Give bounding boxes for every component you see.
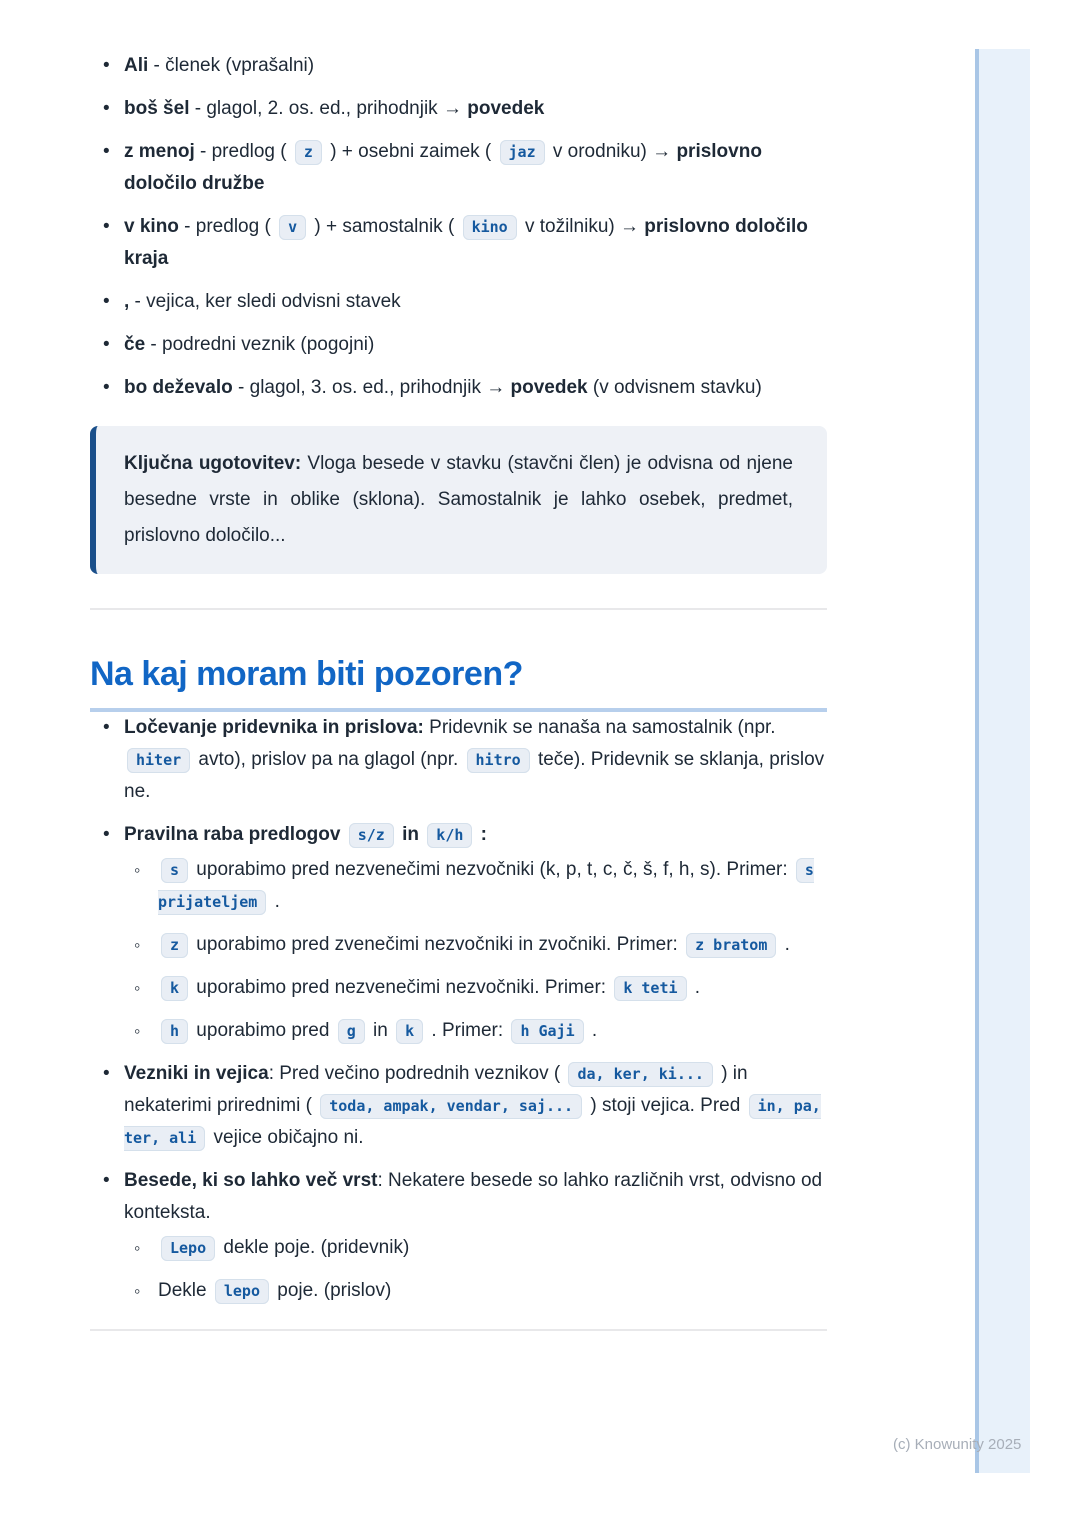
bold-text: , xyxy=(124,291,130,312)
text-run: dekle poje. (pridevnik) xyxy=(218,1237,410,1258)
text-run: ) stoji vejica. Pred xyxy=(585,1095,746,1116)
inline-code-badge: jaz xyxy=(500,140,545,165)
text-run: . xyxy=(586,1020,598,1041)
text-run: - vejica, ker sledi odvisni stavek xyxy=(129,291,401,312)
text-run: - predlog ( xyxy=(178,216,277,237)
text-run: . Primer: xyxy=(426,1020,509,1041)
inline-code-badge: hiter xyxy=(127,748,190,773)
text-run: ) in nekaterimi prirednimi ( xyxy=(124,1063,748,1116)
bold-text: Besede, ki so lahko več vrst xyxy=(124,1170,378,1191)
list-item xyxy=(90,286,827,318)
text-run: teče). Pridevnik se sklanja, prislov ne. xyxy=(124,749,825,802)
bold-text: in xyxy=(396,824,425,845)
text-run: poje. (prislov) xyxy=(271,1280,392,1301)
inline-code-badge: k teti xyxy=(614,976,686,1001)
bold-text: prislovno določilo družbe xyxy=(124,141,762,194)
text-run: : Pred večino podrednih veznikov ( xyxy=(268,1063,566,1084)
inline-code-badge: v xyxy=(279,215,306,240)
text-run: v tožilniku) → xyxy=(519,216,645,237)
bold-text: Vezniki in vejica xyxy=(124,1063,269,1084)
list-item xyxy=(90,372,827,404)
list-item xyxy=(124,1015,827,1047)
key-insight-callout xyxy=(90,426,827,574)
bold-text: boš šel xyxy=(124,98,190,119)
list-item xyxy=(124,972,827,1004)
attention-points-list xyxy=(90,712,827,1307)
list-item xyxy=(124,854,827,918)
inline-code-badge: hitro xyxy=(467,748,530,773)
right-page-edge-strip xyxy=(975,49,1030,1473)
list-item xyxy=(90,819,827,1047)
text-run: vejice običajno ni. xyxy=(208,1127,364,1148)
inline-code-badge: z bratom xyxy=(686,933,776,958)
text-run: v orodniku) → xyxy=(547,141,677,162)
inline-code-badge: lepo xyxy=(215,1279,269,1304)
text-run: . xyxy=(689,977,701,998)
text-run: Pridevnik se nanaša na samostalnik (npr. xyxy=(423,717,776,738)
bold-text: prislovno določilo kraja xyxy=(124,216,808,269)
text-run: - glagol, 2. os. ed., prihodnjik → xyxy=(189,98,468,119)
bold-text: povedek xyxy=(510,377,588,398)
text-run: . xyxy=(269,891,280,912)
inline-code-badge: s xyxy=(161,858,188,883)
list-item xyxy=(90,211,827,275)
bold-text: z menoj xyxy=(124,141,195,162)
list-item xyxy=(90,136,827,200)
inline-code-badge: s/z xyxy=(349,823,394,848)
document-page xyxy=(90,50,827,1331)
text-run: Dekle xyxy=(158,1280,212,1301)
sub-list xyxy=(124,1232,827,1307)
list-item xyxy=(90,1165,827,1307)
inline-code-badge: in, pa, ter, ali xyxy=(124,1094,821,1151)
bold-text: bo deževalo xyxy=(124,377,233,398)
inline-code-badge: kino xyxy=(463,215,517,240)
text-run: uporabimo pred nezvenečimi nezvočniki (k, p, t, c, č, š, f, h, s). Primer: xyxy=(191,859,793,880)
inline-code-badge: k/h xyxy=(427,823,472,848)
sub-list xyxy=(124,854,827,1047)
list-item xyxy=(90,1058,827,1154)
text-run: (v odvisnem stavku) xyxy=(587,377,762,398)
text-run: - podredni veznik (pogojni) xyxy=(145,334,375,355)
text-run: ) + osebni zaimek ( xyxy=(324,141,497,162)
text-run: in xyxy=(367,1020,394,1041)
section-divider xyxy=(90,608,827,610)
inline-code-badge: g xyxy=(338,1019,365,1044)
bottom-divider xyxy=(90,1329,827,1331)
text-run: uporabimo pred nezvenečimi nezvočniki. Primer: xyxy=(191,977,612,998)
bold-text: v kino xyxy=(124,216,179,237)
section-heading: Na kaj moram biti pozoren? xyxy=(90,652,827,712)
list-item xyxy=(124,1275,827,1307)
bold-text: Ločevanje pridevnika in prislova: xyxy=(124,717,424,738)
inline-code-badge: toda, ampak, vendar, saj... xyxy=(320,1094,582,1119)
list-item xyxy=(90,712,827,808)
bold-text: Pravilna raba predlogov xyxy=(124,824,346,845)
inline-code-badge: z xyxy=(295,140,322,165)
text-run: ) + samostalnik ( xyxy=(309,216,460,237)
inline-code-badge: da, ker, ki... xyxy=(568,1062,712,1087)
inline-code-badge: h xyxy=(161,1019,188,1044)
list-item xyxy=(124,1232,827,1264)
text-run: - glagol, 3. os. ed., prihodnjik → xyxy=(232,377,511,398)
text-run: - predlog ( xyxy=(194,141,292,162)
list-item xyxy=(124,929,827,961)
copyright-note: (c) Knowunity 2025 xyxy=(893,1436,1022,1453)
list-item xyxy=(90,329,827,361)
bold-text: povedek xyxy=(467,98,545,119)
word-analysis-list xyxy=(90,50,827,404)
text-run: avto), prislov pa na glagol (npr. xyxy=(193,749,464,770)
text-run: . xyxy=(779,934,790,955)
bold-text: Ali xyxy=(124,55,149,76)
inline-code-badge: z xyxy=(161,933,188,958)
text-run: : Nekatere besede so lahko različnih vrst, odvisno od konteksta. xyxy=(124,1170,823,1223)
bold-text: : xyxy=(475,824,487,845)
list-item xyxy=(90,93,827,125)
inline-code-badge: k xyxy=(396,1019,423,1044)
inline-code-badge: Lepo xyxy=(161,1236,215,1261)
list-item xyxy=(90,50,827,82)
text-run: uporabimo pred xyxy=(191,1020,335,1041)
inline-code-badge: s prijateljem xyxy=(158,858,814,915)
text-run: - členek (vprašalni) xyxy=(148,55,315,76)
inline-code-badge: h Gaji xyxy=(511,1019,583,1044)
callout-body: Vloga besede v stavku (stavčni člen) je odvisna od njene besedne vrste in oblike (sklona). Samostalnik je lahko osebek, predmet, prislovno določilo... xyxy=(124,453,793,546)
inline-code-badge: k xyxy=(161,976,188,1001)
text-run: uporabimo pred zvenečimi nezvočniki in zvočniki. Primer: xyxy=(191,934,684,955)
bold-text: če xyxy=(124,334,146,355)
callout-title: Ključna ugotovitev: xyxy=(124,453,302,474)
